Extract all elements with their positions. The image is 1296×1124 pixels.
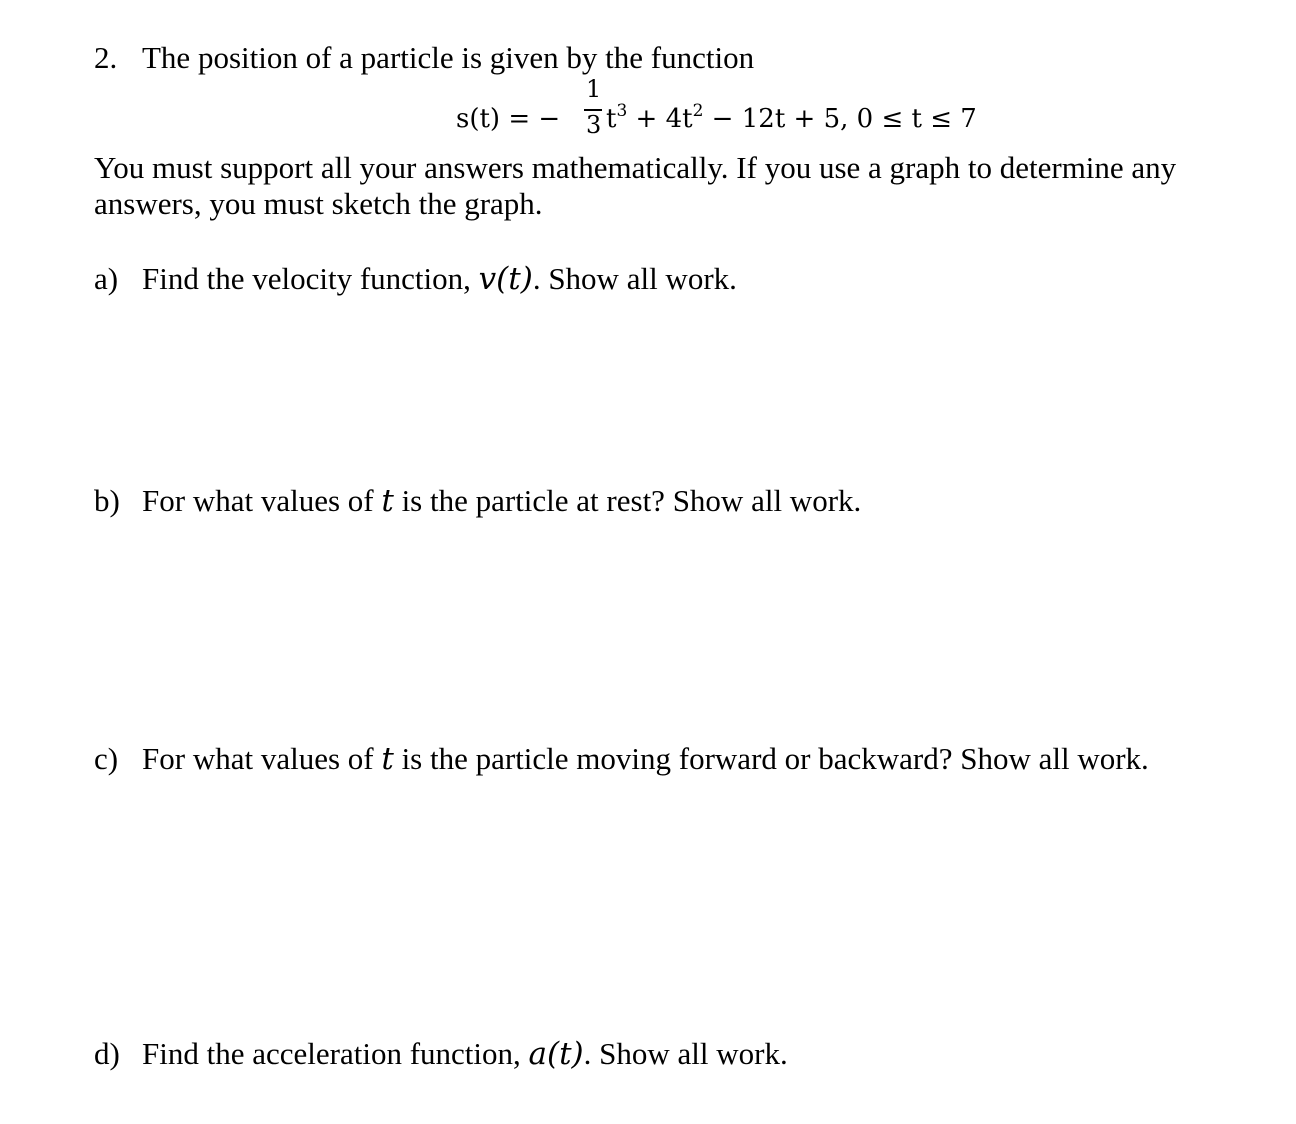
part-a-math: v(t) [478, 261, 533, 297]
part-b-label: b) [94, 483, 120, 518]
part-b-text-before: For what values of [142, 483, 382, 518]
part-c-text-before: For what values of [142, 741, 382, 776]
part-b [94, 483, 861, 519]
fraction-denominator: 3 [586, 111, 602, 139]
part-d-text-before: Find the acceleration function, [142, 1036, 529, 1071]
fraction-numerator: 1 [586, 75, 602, 103]
part-b-math: t [381, 483, 394, 519]
equation-lhs: s(t) = − [456, 104, 561, 134]
part-a-text-after: . Show all work. [532, 261, 737, 296]
problem-intro: The position of a particle is given by the function [142, 40, 755, 75]
equation-mid: + 4t [627, 104, 693, 134]
part-c-text-after: is the particle moving forward or backward? Show all work. [393, 741, 1149, 776]
part-a-text-before: Find the velocity function, [142, 261, 479, 296]
part-d-math: a(t) [528, 1036, 584, 1072]
equation-rhs [606, 101, 977, 134]
equation-exp3: 3 [616, 101, 628, 121]
part-d-label: d) [94, 1036, 120, 1071]
part-d-text-after: . Show all work. [583, 1036, 788, 1071]
part-c-math: t [381, 741, 394, 777]
part-a [94, 261, 737, 297]
equation-exp2: 2 [692, 101, 704, 121]
problem-number: 2. [94, 40, 118, 75]
equation-t: t [606, 104, 617, 134]
part-c [94, 741, 1149, 777]
instruction-line-1: You must support all your answers mathematically. If you use a graph to determine any [94, 150, 1177, 185]
part-c-label: c) [94, 741, 119, 776]
part-a-label: a) [94, 261, 119, 296]
problem-heading [94, 40, 754, 76]
part-b-text-after: is the particle at rest? Show all work. [393, 483, 862, 518]
part-d [94, 1036, 788, 1072]
instruction-line-2: answers, you must sketch the graph. [94, 186, 543, 221]
equation-tail: − 12t + 5, 0 ≤ t ≤ 7 [703, 104, 977, 134]
